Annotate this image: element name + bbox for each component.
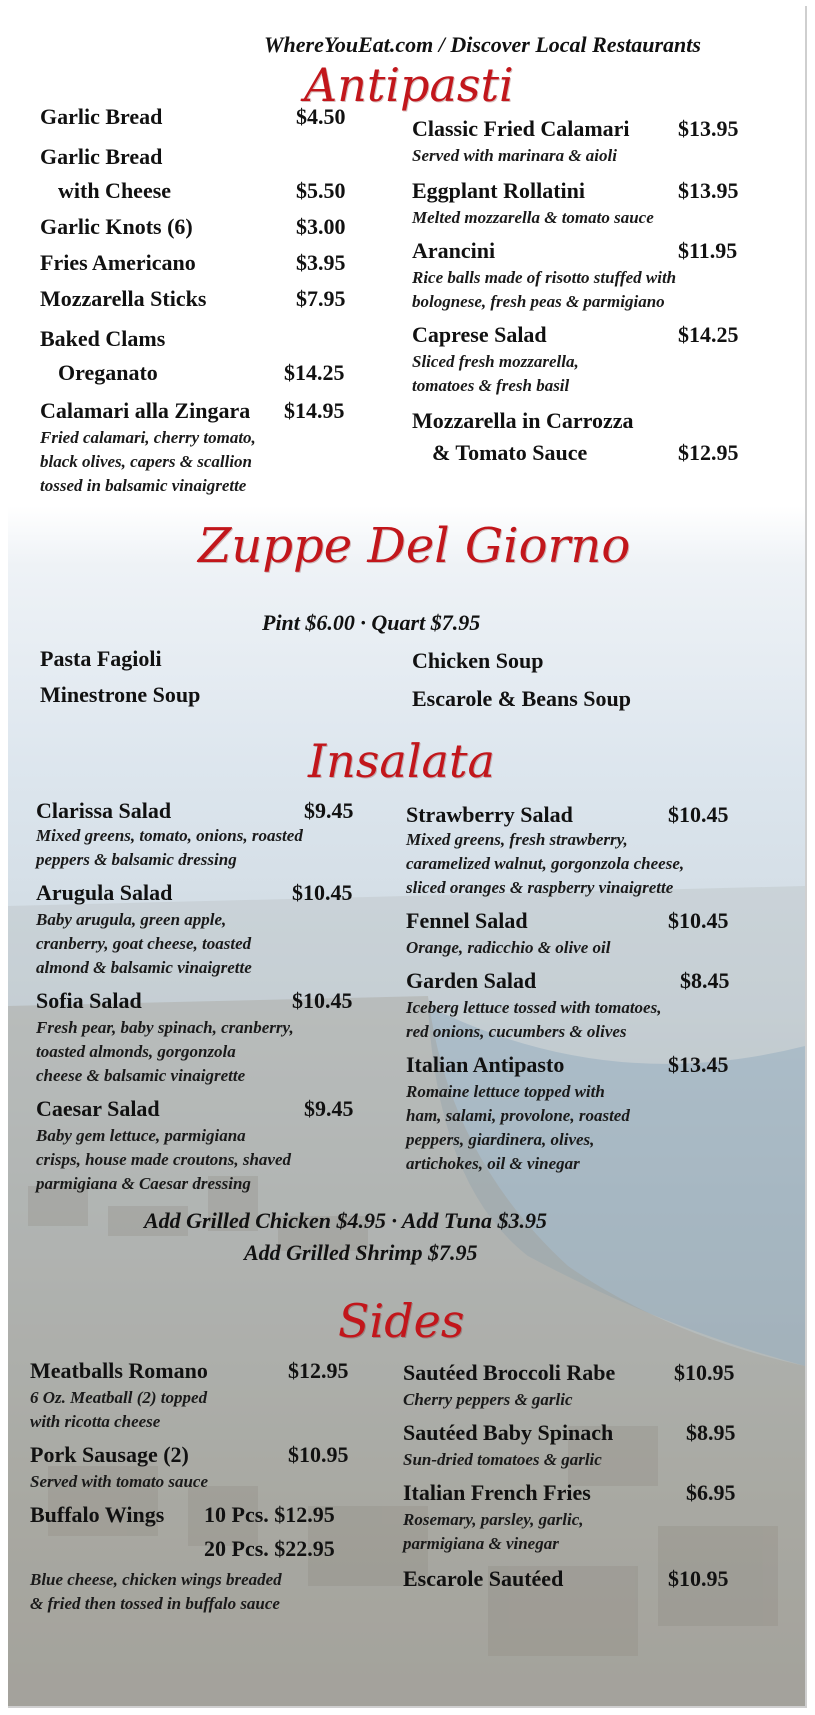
- menu-item-name: Strawberry Salad: [406, 802, 573, 827]
- menu-item-description: parmigiana & vinegar: [403, 1534, 559, 1553]
- menu-item-description: Mixed greens, fresh strawberry,: [406, 830, 628, 849]
- menu-item-name: Italian Antipasto: [406, 1052, 565, 1077]
- menu-item-name: Mozzarella Sticks: [40, 286, 207, 311]
- menu-item-price: $8.95: [686, 1420, 736, 1445]
- menu-item-description: Served with marinara & aioli: [412, 146, 617, 165]
- menu-item-price: $14.25: [678, 322, 739, 347]
- menu-item-price: $13.95: [678, 116, 739, 141]
- menu-item-description: peppers, giardinera, olives,: [406, 1130, 595, 1149]
- menu-item-name: Oreganato: [58, 360, 158, 385]
- menu-item-name: Italian French Fries: [403, 1480, 591, 1505]
- menu-item-price: $7.95: [296, 286, 346, 311]
- menu-item-description: Mixed greens, tomato, onions, roasted: [36, 826, 303, 845]
- menu-item-name: & Tomato Sauce: [432, 440, 588, 465]
- menu-item-description: Sliced fresh mozzarella,: [412, 352, 579, 371]
- site-title: WhereYouEat.com / Discover Local Restaurants: [264, 32, 701, 57]
- menu-item-description: Iceberg lettuce tossed with tomatoes,: [406, 998, 662, 1017]
- menu-page: [8, 6, 807, 1708]
- menu-item-price: $13.95: [678, 178, 739, 203]
- menu-item-description: Rosemary, parsley, garlic,: [403, 1510, 584, 1529]
- menu-item-description: Served with tomato sauce: [30, 1472, 209, 1491]
- menu-item-description: Baby gem lettuce, parmigiana: [36, 1126, 246, 1145]
- menu-item-name: Caesar Salad: [36, 1096, 160, 1121]
- menu-item-description: toasted almonds, gorgonzola: [36, 1042, 236, 1061]
- menu-item-price: $8.45: [680, 968, 730, 993]
- menu-item-description: red onions, cucumbers & olives: [406, 1022, 627, 1041]
- menu-item-description: almond & balsamic vinaigrette: [36, 958, 252, 977]
- salad-addons: Add Grilled Chicken $4.95 · Add Tuna $3.95: [144, 1208, 547, 1233]
- menu-item-name: Sofia Salad: [36, 988, 142, 1013]
- menu-item-price: $10.45: [668, 908, 729, 933]
- insalata-heading: Insalata: [308, 734, 495, 788]
- menu-item-name: Arugula Salad: [36, 880, 173, 905]
- menu-item-description: Fresh pear, baby spinach, cranberry,: [36, 1018, 294, 1037]
- menu-item-price: $4.50: [296, 104, 346, 129]
- menu-item-description: peppers & balsamic dressing: [36, 850, 237, 869]
- menu-item-option: 20 Pcs. $22.95: [204, 1536, 335, 1561]
- menu-item-name: Calamari alla Zingara: [40, 398, 251, 423]
- menu-item-price: $10.95: [288, 1442, 349, 1467]
- menu-item-description: sliced oranges & raspberry vinaigrette: [406, 878, 674, 897]
- menu-item-name: Arancini: [412, 238, 496, 263]
- menu-item-name: Pork Sausage (2): [30, 1442, 189, 1467]
- menu-item-description: tomatoes & fresh basil: [412, 376, 570, 395]
- menu-item-description: Romaine lettuce topped with: [406, 1082, 605, 1101]
- menu-item-description: Fried calamari, cherry tomato,: [40, 428, 256, 447]
- menu-item-price: $3.95: [296, 250, 346, 275]
- menu-item-name: Garden Salad: [406, 968, 537, 993]
- menu-item-description: with ricotta cheese: [30, 1412, 161, 1431]
- menu-item-description: cranberry, goat cheese, toasted: [36, 934, 252, 953]
- menu-item-name: Fennel Salad: [406, 908, 528, 933]
- menu-item-name: Sautéed Baby Spinach: [403, 1420, 614, 1445]
- menu-item-price: $14.95: [284, 398, 345, 423]
- menu-item-price: $3.00: [296, 214, 346, 239]
- menu-item-price: $10.45: [292, 880, 353, 905]
- menu-item-price: $9.45: [304, 1096, 354, 1121]
- menu-item-name: Garlic Bread: [40, 144, 163, 169]
- menu-item-option: 10 Pcs. $12.95: [204, 1502, 335, 1527]
- menu-item-price: $10.95: [668, 1566, 729, 1591]
- soup-pricing: Pint $6.00 · Quart $7.95: [262, 610, 481, 635]
- menu-item-description: cheese & balsamic vinaigrette: [36, 1066, 246, 1085]
- zuppe-heading: Zuppe Del Giorno: [198, 518, 631, 574]
- menu-item-description: Orange, radicchio & olive oil: [406, 938, 611, 957]
- menu-item-description: crisps, house made croutons, shaved: [36, 1150, 292, 1169]
- menu-item-description: ham, salami, provolone, roasted: [406, 1106, 630, 1125]
- menu-item-name: Classic Fried Calamari: [412, 116, 630, 141]
- menu-item-price: $12.95: [678, 440, 739, 465]
- menu-item-name: Garlic Bread: [40, 104, 163, 129]
- soup-item: Minestrone Soup: [40, 682, 201, 707]
- sides-heading: Sides: [338, 1294, 465, 1348]
- menu-item-description: tossed in balsamic vinaigrette: [40, 476, 247, 495]
- menu-item-name: with Cheese: [58, 178, 172, 203]
- menu-item-description: bolognese, fresh peas & parmigiano: [412, 292, 665, 311]
- menu-item-name: Eggplant Rollatini: [412, 178, 585, 203]
- menu-item-name: Sautéed Broccoli Rabe: [403, 1360, 616, 1385]
- menu-item-price: $10.45: [292, 988, 353, 1013]
- menu-item-description: 6 Oz. Meatball (2) topped: [30, 1388, 208, 1407]
- menu-item-description: black olives, capers & scallion: [40, 452, 253, 471]
- menu-item-description: Rice balls made of risotto stuffed with: [412, 268, 677, 287]
- soup-item: Escarole & Beans Soup: [412, 686, 632, 711]
- antipasti-heading: Antipasti: [304, 58, 514, 112]
- menu-item-price: $12.95: [288, 1358, 349, 1383]
- menu-item-description: & fried then tossed in buffalo sauce: [30, 1594, 280, 1613]
- menu-item-name: Escarole Sautéed: [403, 1566, 564, 1591]
- menu-item-description: Baby arugula, green apple,: [36, 910, 227, 929]
- menu-item-description: Blue cheese, chicken wings breaded: [30, 1570, 282, 1589]
- menu-item-description: Sun-dried tomatoes & garlic: [403, 1450, 602, 1469]
- menu-item-name: Clarissa Salad: [36, 798, 172, 823]
- soup-item: Chicken Soup: [412, 648, 544, 673]
- menu-item-name: Mozzarella in Carrozza: [412, 408, 634, 433]
- menu-item-price: $5.50: [296, 178, 346, 203]
- menu-item-name: Caprese Salad: [412, 322, 547, 347]
- menu-item-price: $6.95: [686, 1480, 736, 1505]
- menu-item-description: Cherry peppers & garlic: [403, 1390, 573, 1409]
- menu-item-price: $13.45: [668, 1052, 729, 1077]
- menu-item-name: Garlic Knots (6): [40, 214, 193, 239]
- menu-item-price: $10.95: [674, 1360, 735, 1385]
- menu-item-description: parmigiana & Caesar dressing: [36, 1174, 251, 1193]
- menu-item-description: artichokes, oil & vinegar: [406, 1154, 580, 1173]
- menu-item-name: Baked Clams: [40, 326, 166, 351]
- menu-item-name: Meatballs Romano: [30, 1358, 208, 1383]
- soup-item: Pasta Fagioli: [40, 646, 162, 671]
- menu-item-name: Buffalo Wings: [30, 1502, 165, 1527]
- menu-item-price: $14.25: [284, 360, 345, 385]
- menu-item-price: $11.95: [678, 238, 738, 263]
- salad-addons: Add Grilled Shrimp $7.95: [244, 1240, 478, 1265]
- menu-item-price: $9.45: [304, 798, 354, 823]
- menu-item-name: Fries Americano: [40, 250, 196, 275]
- menu-item-description: Melted mozzarella & tomato sauce: [412, 208, 654, 227]
- menu-item-price: $10.45: [668, 802, 729, 827]
- menu-item-description: caramelized walnut, gorgonzola cheese,: [406, 854, 685, 873]
